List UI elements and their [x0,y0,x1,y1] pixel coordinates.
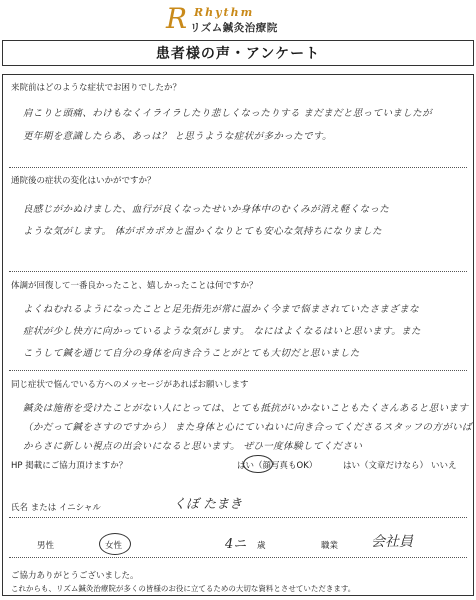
gender-female[interactable]: 女性 [105,541,123,551]
answer-line: 鍼灸は施術を受けたことがない人にとっては、とても抵抗がいかないこともたくさんあると思います [23,403,469,414]
question-message: 同じ症状で悩んでいる方へのメッセージがあればお願いします [11,380,249,390]
page-title: 患者様の声・アンケート [155,46,321,62]
logo-mark: R [166,2,188,35]
divider [9,271,467,272]
hp-option-no[interactable]: いいえ [431,461,457,471]
answer-line: 更年期を意識したらあ、あっは？ と思うような症状が多かったです。 [23,131,333,142]
age-value: 4ニ [225,537,247,552]
hp-option-text-only[interactable]: はい（文章だけなら） [343,461,429,471]
answer-line: ような気がします。 体がポカポカと温かくなりとても安心な気持ちになりました [23,226,383,237]
logo-japanese: リズム鍼灸治療院 [190,22,278,34]
answer-line: よくねむれるようになったことと足先指先が常に温かく今まで悩まされていたさまざまな [23,304,420,315]
selected-circle [99,533,131,555]
answer-line: 良感じがかぬけました、血行が良くなったせいか身体中のむくみが消え軽くなった [23,204,390,215]
question-before-visit: 来院前はどのような症状でお困りでしたか？ [11,83,182,93]
gender-male[interactable]: 男性 [37,541,55,551]
questionnaire-form [2,74,474,596]
answer-line: 肩こりと頭痛、わけもなくイライラしたり悲しくなったりする まだまだと思っていましたが [23,108,433,119]
name-value: くぼ たまき [173,497,243,512]
divider [9,557,467,558]
job-label: 職業 [321,541,339,551]
divider [9,370,467,371]
job-value: 会社員 [371,534,413,550]
footer-note: これからも、リズム鍼灸治療院が多くの皆様のお役に立てるための大切な資料とさせていただきます。 [11,584,356,593]
divider [9,167,467,168]
question-after-visit: 通院後の症状の変化はいかがですか？ [11,176,156,186]
answer-line: （かだって鍼をさすのですから） また身体と心にていねいに向き合ってくださるスタッフの方がいば [23,422,472,433]
answer-line: からさに新しい視点の出会いになると思います。 ぜひ一度体験してください [23,441,363,452]
hp-option-photo-ok[interactable]: はい（顔写真もOK） [237,461,318,471]
answer-line: こうして鍼を通じて自分の身体を向き合うことがとても大切だと思いました [23,348,360,359]
selected-circle [243,455,273,473]
logo-english: Rhythm [194,6,255,19]
question-best-result: 体調が回復して一番良かったこと、嬉しかったことは何ですか？ [11,281,258,291]
divider [9,517,467,518]
question-hp: HP 掲載にご協力頂けますか？ [11,461,128,471]
title-bar [2,40,474,66]
answer-line: 症状が少し快方に向かっているような気がします。 なにはよくなるはいと思います。また [23,326,421,337]
clinic-logo [166,4,316,38]
age-unit: 歳 [257,541,266,551]
name-label: 氏名 または イニシャル [11,503,101,513]
footer-thanks: ご協力ありがとうございました。 [11,571,139,581]
